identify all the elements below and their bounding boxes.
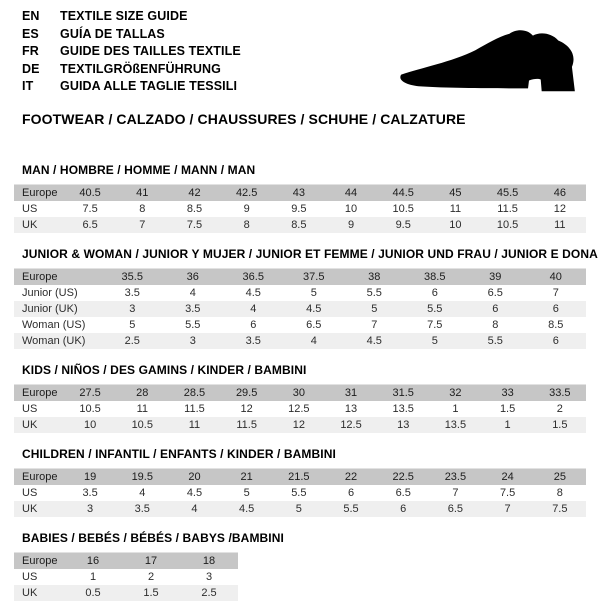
row-label: Europe [22, 387, 58, 399]
size-value-cell: 9 [347, 219, 355, 231]
size-value-cell: 5.5 [487, 335, 503, 347]
row-label: Junior (UK) [22, 303, 78, 315]
row-label: Europe [22, 271, 58, 283]
table-title: KIDS / NIÑOS / DES GAMINS / KINDER / BAMBINI [22, 363, 307, 377]
size-value-cell: 28.5 [183, 387, 206, 399]
size-value-cell: 6.5 [487, 287, 503, 299]
size-value-cell: 7.5 [499, 487, 516, 499]
size-value-cell: 4.5 [245, 287, 261, 299]
size-value-cell: 5 [371, 303, 378, 315]
size-value-cell: 1 [504, 419, 511, 431]
language-title: GUÍA DE TALLAS [60, 26, 165, 41]
size-value-cell: 35.5 [121, 271, 143, 283]
table-row [14, 417, 586, 433]
size-value-cell: 33.5 [549, 387, 571, 399]
table-row [14, 401, 586, 417]
row-label: Woman (UK) [22, 335, 86, 347]
size-value-cell: 2.5 [201, 587, 217, 599]
size-value-cell: 3.5 [82, 487, 98, 499]
size-value-cell: 21.5 [288, 471, 310, 483]
size-value-cell: 30 [292, 387, 305, 399]
language-code: IT [22, 79, 34, 93]
size-value-cell: 12.5 [288, 403, 310, 415]
size-value-cell: 28 [136, 387, 149, 399]
size-value-cell: 16 [86, 555, 100, 567]
size-value-cell: 13.5 [392, 403, 414, 415]
size-value-cell: 7.5 [82, 203, 98, 215]
size-value-cell: 2 [556, 403, 563, 415]
table-row [14, 201, 586, 217]
size-value-cell: 19.5 [131, 471, 153, 483]
size-value-cell: 24 [501, 471, 514, 483]
size-value-cell: 3.5 [124, 287, 140, 299]
table-title: CHILDREN / INFANTIL / ENFANTS / KINDER / BAMBINI [22, 447, 336, 461]
size-value-cell: 9.5 [395, 219, 411, 231]
table-row [14, 569, 238, 585]
size-value-cell: 7.5 [552, 503, 568, 515]
size-value-cell: 3 [189, 335, 196, 347]
size-value-cell: 1.5 [143, 587, 159, 599]
size-value-cell: 11.5 [184, 403, 205, 415]
size-value-cell: 21 [240, 471, 253, 483]
size-value-cell: 44 [344, 187, 358, 199]
table-row [14, 269, 586, 286]
size-value-cell: 5 [243, 487, 250, 499]
row-label: Woman (US) [22, 319, 86, 331]
language-title: GUIDA ALLE TAGLIE TESSILI [60, 79, 238, 93]
size-value-cell: 7.5 [427, 319, 443, 331]
size-value-cell: 20 [188, 471, 201, 483]
size-value-cell: 0.5 [85, 587, 101, 599]
row-label: US [22, 403, 38, 415]
row-label: US [22, 203, 38, 215]
size-value-cell: 9 [243, 203, 250, 215]
size-value-cell: 31 [344, 387, 358, 399]
row-label: Europe [22, 555, 58, 567]
size-value-cell: 44.5 [392, 187, 414, 199]
table-title: MAN / HOMBRE / HOMME / MANN / MAN [22, 163, 256, 177]
size-value-cell: 5.5 [366, 287, 382, 299]
language-code: EN [22, 9, 40, 23]
size-value-cell: 7 [552, 287, 559, 299]
size-value-cell: 12 [553, 203, 566, 215]
table-row [14, 553, 238, 570]
size-value-cell: 11 [188, 419, 201, 431]
row-label: UK [22, 503, 38, 515]
size-value-cell: 3 [205, 571, 213, 583]
size-value-cell: 5 [295, 503, 302, 515]
size-value-cell: 3 [129, 303, 136, 315]
size-value-cell: 2.5 [124, 335, 140, 347]
language-code: ES [22, 26, 39, 41]
size-value-cell: 4 [189, 287, 196, 299]
size-value-cell: 10.5 [392, 203, 414, 215]
size-value-cell: 4 [191, 503, 198, 515]
size-value-cell: 5.5 [185, 319, 201, 331]
size-table [14, 268, 586, 349]
size-value-cell: 18 [202, 555, 216, 567]
row-label: US [22, 487, 38, 499]
size-value-cell: 6 [492, 303, 499, 315]
size-value-cell: 12 [292, 419, 305, 431]
size-value-cell: 9.5 [291, 203, 307, 215]
size-value-cell: 4.5 [306, 303, 322, 315]
size-value-cell: 7 [371, 319, 378, 331]
size-value-cell: 10.5 [496, 219, 519, 231]
row-label: UK [22, 419, 38, 431]
category-heading: FOOTWEAR / CALZADO / CHAUSSURES / SCHUHE / CALZATURE [22, 111, 466, 127]
size-value-cell: 19 [83, 471, 97, 483]
table-row [14, 485, 586, 501]
shoe-icon [390, 22, 588, 102]
size-value-cell: 6 [552, 335, 559, 347]
size-value-cell: 6.5 [306, 319, 322, 331]
table-row [14, 469, 586, 486]
size-value-cell: 4 [310, 335, 317, 347]
size-value-cell: 13 [397, 419, 410, 431]
table-row [14, 285, 586, 301]
size-value-cell: 4.5 [239, 503, 255, 515]
table-row [14, 385, 586, 402]
size-value-cell: 11 [449, 203, 462, 215]
size-value-cell: 6 [347, 487, 355, 499]
table-row [14, 301, 586, 317]
size-value-cell: 6 [431, 287, 438, 299]
size-value-cell: 22.5 [392, 471, 414, 483]
language-code: DE [22, 61, 40, 76]
size-value-cell: 5 [310, 287, 317, 299]
table-row [14, 185, 586, 202]
size-value-cell: 42 [188, 187, 201, 199]
row-label: Junior (US) [22, 287, 78, 299]
size-value-cell: 32 [449, 387, 462, 399]
size-value-cell: 6.5 [395, 487, 411, 499]
row-label: US [22, 571, 38, 583]
size-value-cell: 38.5 [424, 271, 446, 283]
language-row [22, 43, 241, 61]
size-value-cell: 7 [139, 219, 146, 231]
size-value-cell: 7 [504, 503, 511, 515]
size-value-cell: 5 [129, 319, 136, 331]
size-value-cell: 7 [452, 487, 459, 499]
size-value-cell: 4 [250, 303, 257, 315]
language-title: TEXTILGRÖßENFÜHRUNG [60, 61, 221, 76]
size-value-cell: 8 [139, 203, 146, 215]
size-value-cell: 40 [549, 271, 562, 283]
size-table-section [14, 532, 586, 601]
size-value-cell: 1 [89, 571, 97, 583]
size-value-cell: 3.5 [185, 303, 201, 315]
size-value-cell: 17 [144, 555, 158, 567]
language-row [22, 78, 241, 96]
size-value-cell: 6.5 [447, 503, 464, 515]
size-value-cell: 36.5 [242, 271, 264, 283]
size-value-cell: 6.5 [82, 219, 98, 231]
size-value-cell: 8 [243, 219, 250, 231]
size-value-cell: 5.5 [427, 303, 443, 315]
size-value-cell: 25 [553, 471, 566, 483]
size-value-cell: 31.5 [392, 387, 414, 399]
size-table [14, 468, 586, 517]
size-value-cell: 8 [492, 319, 499, 331]
row-label: Europe [22, 471, 58, 483]
size-value-cell: 12 [240, 403, 253, 415]
size-value-cell: 10.5 [131, 419, 153, 431]
size-value-cell: 46 [553, 187, 566, 199]
language-row [22, 26, 241, 44]
size-table [14, 552, 238, 601]
size-value-cell: 39 [489, 271, 502, 283]
size-value-cell: 27.5 [79, 387, 101, 399]
table-title: BABIES / BEBÉS / BÉBÉS / BABYS /BAMBINI [22, 531, 284, 545]
size-value-cell: 8.5 [548, 319, 564, 331]
size-value-cell: 10.5 [79, 403, 101, 415]
table-row [14, 501, 586, 517]
size-value-cell: 7.5 [186, 219, 203, 231]
language-code: FR [22, 44, 39, 58]
size-value-cell: 5.5 [291, 487, 307, 499]
size-value-cell: 11.5 [236, 419, 257, 431]
size-value-cell: 8 [556, 487, 563, 499]
size-value-cell: 3 [87, 503, 94, 515]
size-tables [14, 163, 598, 616]
table-row [14, 585, 238, 601]
size-value-cell: 8.5 [186, 203, 203, 215]
size-value-cell: 1.5 [552, 419, 568, 431]
table-title: JUNIOR & WOMAN / JUNIOR Y MUJER / JUNIOR ET FEMME / JUNIOR UND FRAU / JUNIOR E DONA [22, 247, 598, 261]
size-value-cell: 3.5 [134, 503, 150, 515]
size-value-cell: 1 [452, 403, 459, 415]
size-value-cell: 22 [344, 471, 358, 483]
size-value-cell: 43 [292, 187, 305, 199]
size-value-cell: 45 [449, 187, 462, 199]
table-row [14, 333, 586, 349]
size-value-cell: 42.5 [235, 187, 258, 199]
size-value-cell: 4.5 [186, 487, 203, 499]
size-value-cell: 11 [136, 403, 148, 415]
size-value-cell: 8.5 [291, 219, 307, 231]
size-value-cell: 33 [501, 387, 514, 399]
size-table-section [14, 164, 586, 233]
size-value-cell: 23.5 [444, 471, 467, 483]
row-label: UK [22, 219, 38, 231]
size-value-cell: 6 [400, 503, 407, 515]
language-title: TEXTILE SIZE GUIDE [60, 9, 188, 23]
language-title: GUIDE DES TAILLES TEXTILE [60, 44, 241, 58]
size-value-cell: 6 [250, 319, 257, 331]
size-value-cell: 3.5 [245, 335, 261, 347]
language-title-block [22, 8, 241, 96]
size-value-cell: 1.5 [499, 403, 516, 415]
size-value-cell: 5 [431, 335, 438, 347]
size-value-cell: 29.5 [235, 387, 258, 399]
size-value-cell: 37.5 [303, 271, 325, 283]
size-value-cell: 2 [147, 571, 155, 583]
language-row [22, 8, 241, 26]
size-value-cell: 13 [344, 403, 358, 415]
table-row [14, 217, 586, 233]
size-value-cell: 38 [368, 271, 381, 283]
size-value-cell: 45.5 [496, 187, 519, 199]
size-value-cell: 11 [554, 219, 566, 231]
language-row [22, 61, 241, 79]
size-value-cell: 41 [136, 187, 149, 199]
size-table-section [14, 364, 586, 433]
size-value-cell: 5.5 [343, 503, 359, 515]
row-label: UK [22, 587, 38, 599]
table-row [14, 317, 586, 333]
size-value-cell: 12.5 [340, 419, 362, 431]
size-value-cell: 10 [449, 219, 462, 231]
size-value-cell: 40.5 [79, 187, 101, 199]
size-value-cell: 6 [552, 303, 559, 315]
size-table-section [14, 247, 598, 349]
size-value-cell: 4.5 [366, 335, 382, 347]
size-value-cell: 4 [139, 487, 146, 499]
size-value-cell: 10 [344, 203, 358, 215]
size-value-cell: 10 [83, 419, 97, 431]
size-value-cell: 13.5 [444, 419, 467, 431]
size-table [14, 184, 586, 233]
size-table [14, 384, 586, 433]
row-label: Europe [22, 187, 58, 199]
size-value-cell: 36 [186, 271, 199, 283]
size-value-cell: 11.5 [497, 203, 518, 215]
size-table-section [14, 448, 586, 517]
